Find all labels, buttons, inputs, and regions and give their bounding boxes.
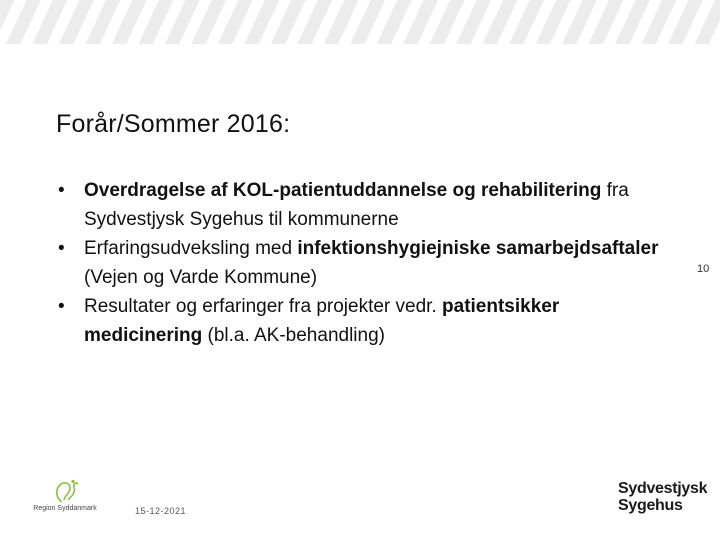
bullet-item [56,292,666,350]
region-logo-icon [26,478,104,506]
bullet-text: Resultater og erfaringer fra projekter vedr. [84,296,443,317]
bullet-dot-icon: • [58,296,65,317]
region-logo-text: Region Syddanmark [33,505,97,512]
bullet-text-bold: patientsikker medicinering [84,296,560,346]
bullet-dot-icon: • [58,238,65,259]
bullet-text-bold: infektionshygiejniske samarbejdsaftaler [297,238,659,259]
bullet-text-bold: Overdragelse af KOL-patientuddannelse og rehabilitering [84,180,602,201]
bullet-list [56,176,666,350]
sydvestjysk-sygehus-logo [618,480,708,514]
bullet-text: Erfaringsudveksling med [84,238,298,259]
bullet-text: (Vejen og Varde Kommune) [84,267,318,288]
bullet-text: (bl.a. AK-behandling) [202,325,385,346]
bullet-text: fra Sydvestjysk Sygehus til kommunerne [84,180,629,230]
bullet-item [56,234,666,292]
logo-line-1: Sydvestjysk [618,480,708,497]
page-number: 10 [697,263,710,275]
slide-date: 15-12-2021 [135,506,187,516]
bullet-dot-icon: • [58,180,65,201]
header-stripe-band [0,0,720,44]
region-syddanmark-logo [26,478,104,518]
bullet-item [56,176,666,234]
slide-title: Forår/Sommer 2016: [56,110,291,138]
logo-line-2: Sygehus [618,497,683,514]
